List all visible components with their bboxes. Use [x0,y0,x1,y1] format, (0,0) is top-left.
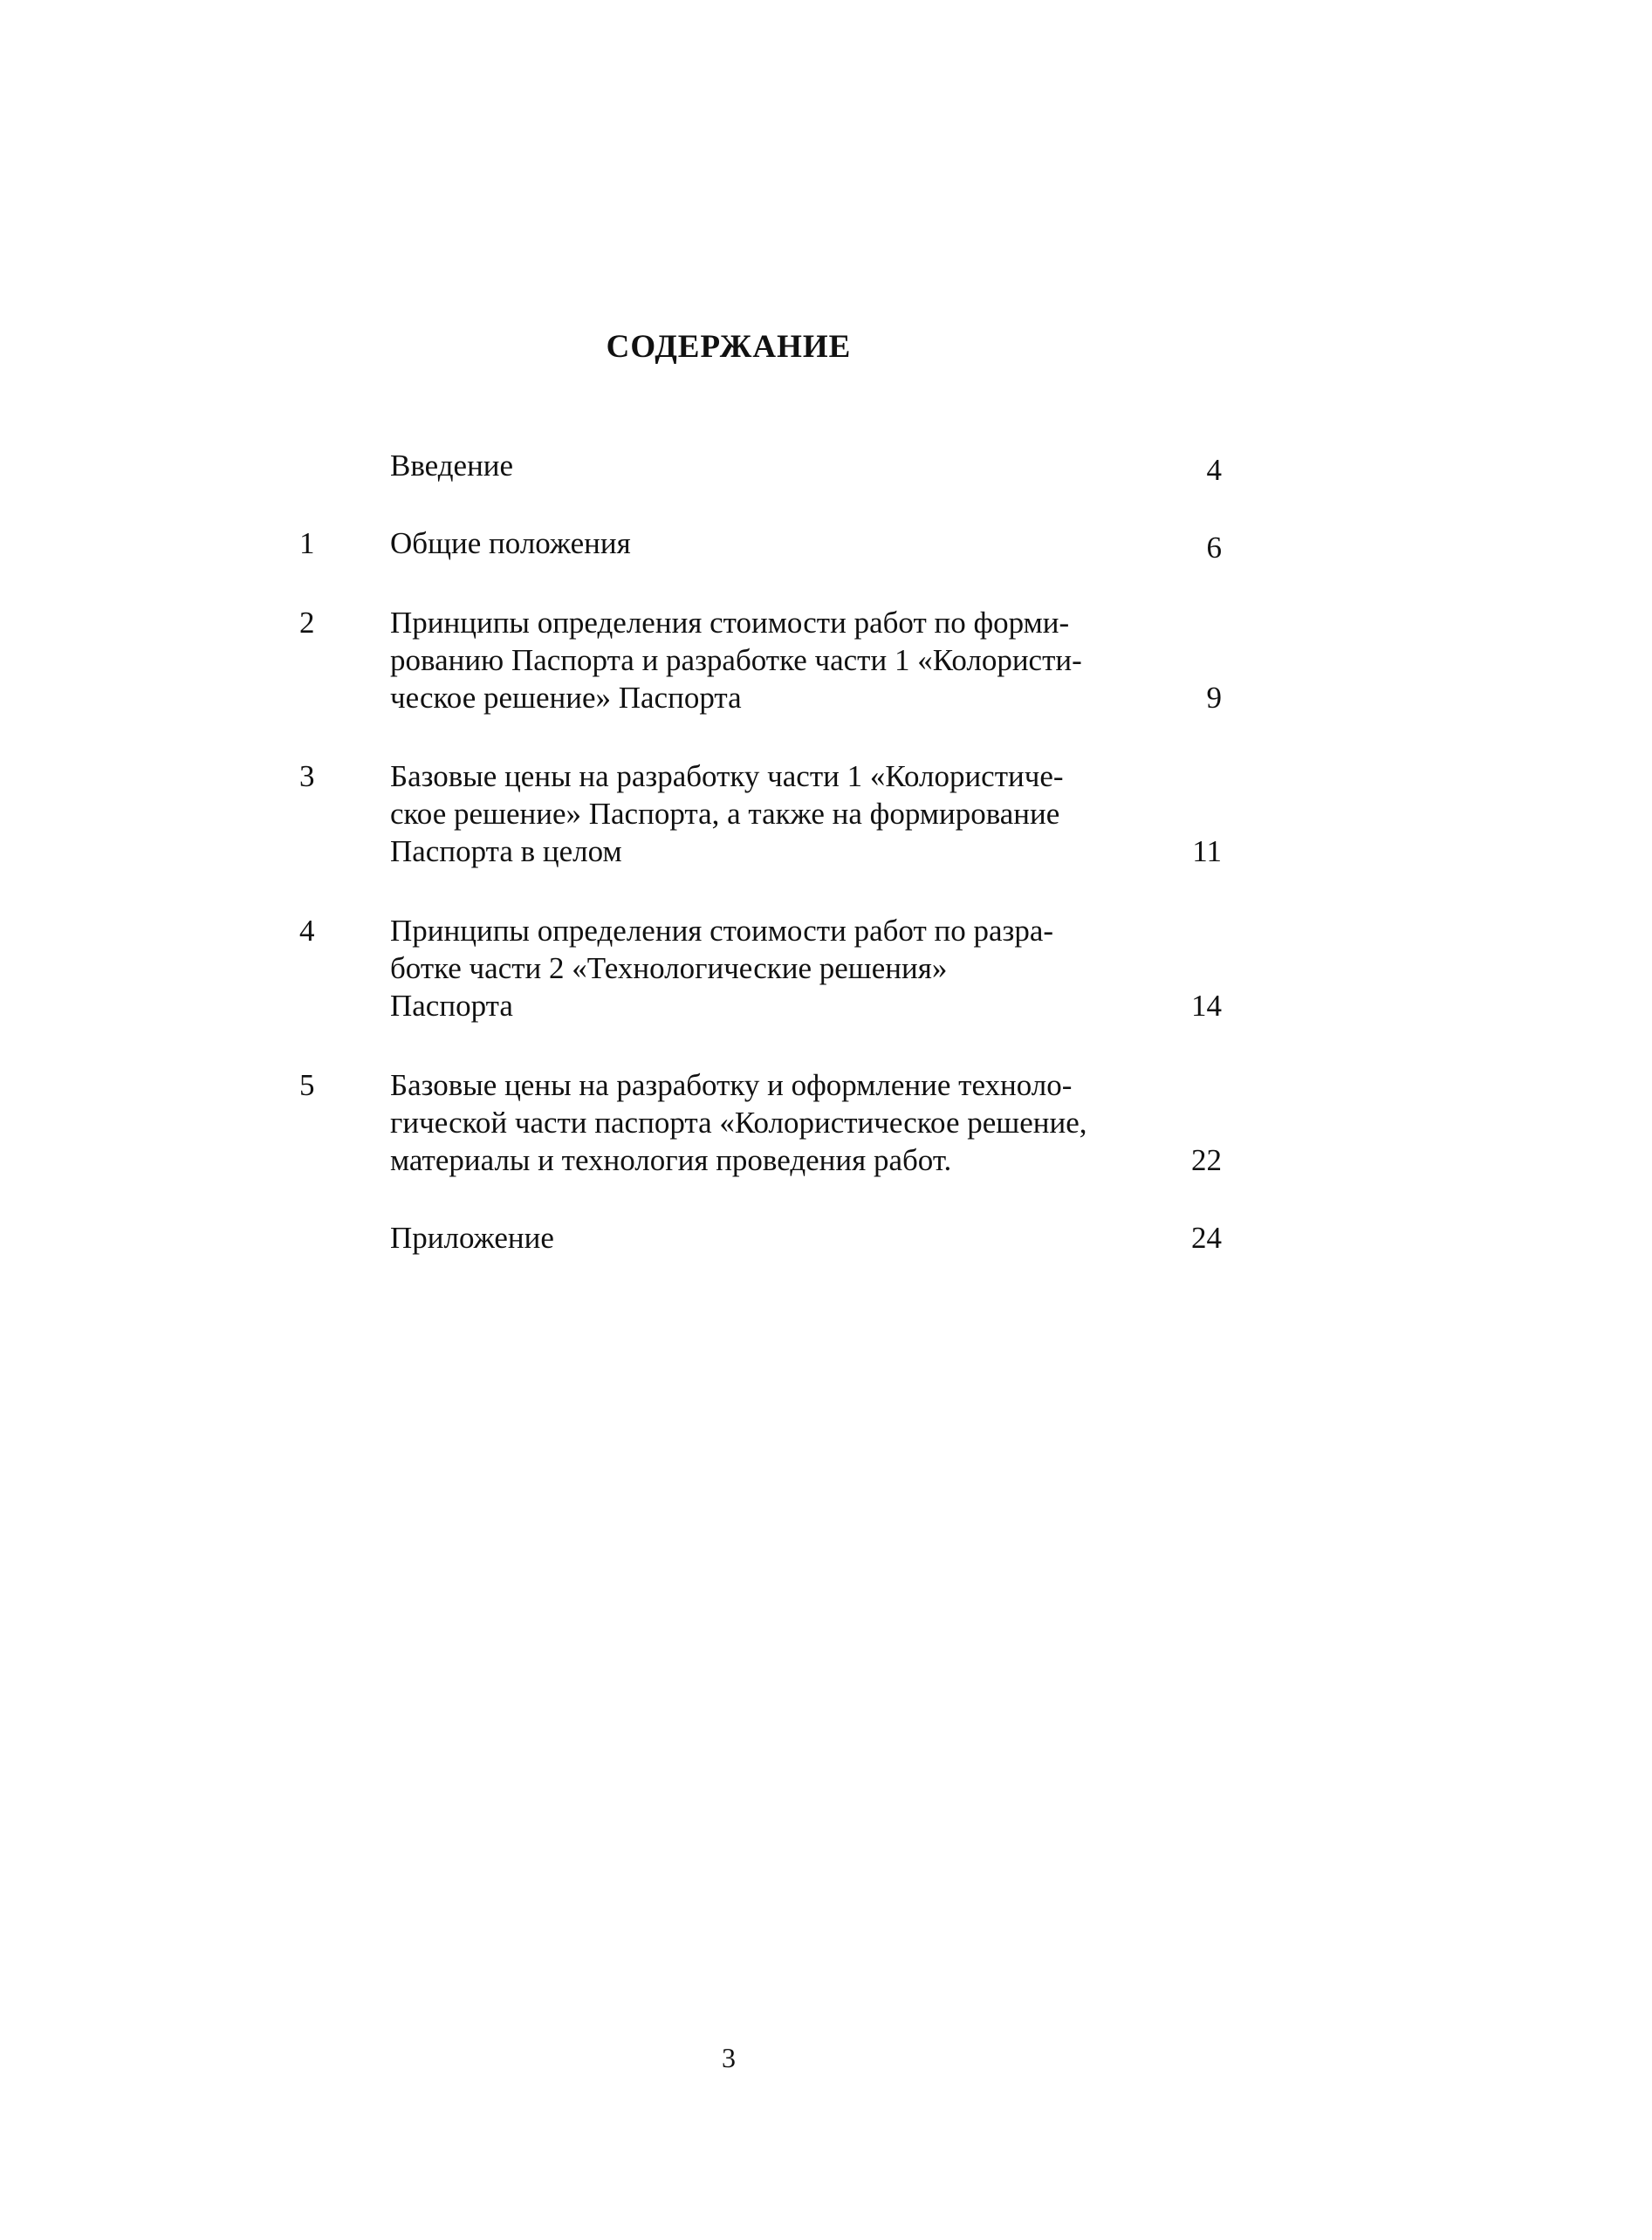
toc-entry-line: Принципы определения стоимости работ по форми- [390,606,1070,640]
toc-entry-page: 24 [1191,1221,1222,1255]
toc-entry-title [390,447,1176,484]
toc-entry-title [390,757,1176,870]
toc-entry-title [390,1219,1176,1257]
toc-entry-page: 11 [1192,834,1222,868]
toc-entry-line: материалы и технология проведения работ. [390,1143,952,1177]
toc-entry-line: ботке части 2 «Технологические решения» [390,951,948,985]
toc-entry-line: Введение [390,449,514,483]
page-number: 3 [722,2042,736,2073]
toc-entry-line: ское решение» Паспорта, а также на формирование [390,797,1060,831]
toc-entry-line: Паспорта в целом [390,834,622,868]
toc-entry-line: гической части паспорта «Колористическое решение, [390,1106,1087,1140]
toc-entry-line: Общие положения [390,526,631,560]
toc-entry-page: 9 [1206,681,1222,715]
toc-entry-number: 2 [299,606,315,640]
toc-entry-number: 5 [299,1068,315,1102]
toc-entry-number: 4 [299,914,315,948]
toc-entry-title [390,524,1176,562]
toc-entry-number: 1 [299,526,315,560]
toc-entry-page: 14 [1191,989,1222,1023]
toc-entry-title [390,1066,1176,1179]
toc-entry-number: 3 [299,759,315,793]
toc-entry-line: Приложение [390,1221,554,1255]
page-title: СОДЕРЖАНИЕ [606,329,852,365]
toc-entry-line: Паспорта [390,989,513,1023]
toc-entry-line: рованию Паспорта и разработке части 1 «Колористи- [390,643,1082,677]
toc-entry-page: 22 [1191,1143,1222,1177]
toc-entry-title [390,604,1176,716]
toc-entry-line: Базовые цены на разработку части 1 «Колористиче- [390,759,1064,793]
toc-entry-page: 6 [1206,531,1222,565]
toc-entry-page: 4 [1206,453,1222,487]
toc-entry-line: ческое решение» Паспорта [390,681,742,715]
toc-entry-title [390,912,1176,1024]
toc-entry-line: Принципы определения стоимости работ по разра- [390,914,1054,948]
toc-entry-line: Базовые цены на разработку и оформление техноло- [390,1068,1073,1102]
